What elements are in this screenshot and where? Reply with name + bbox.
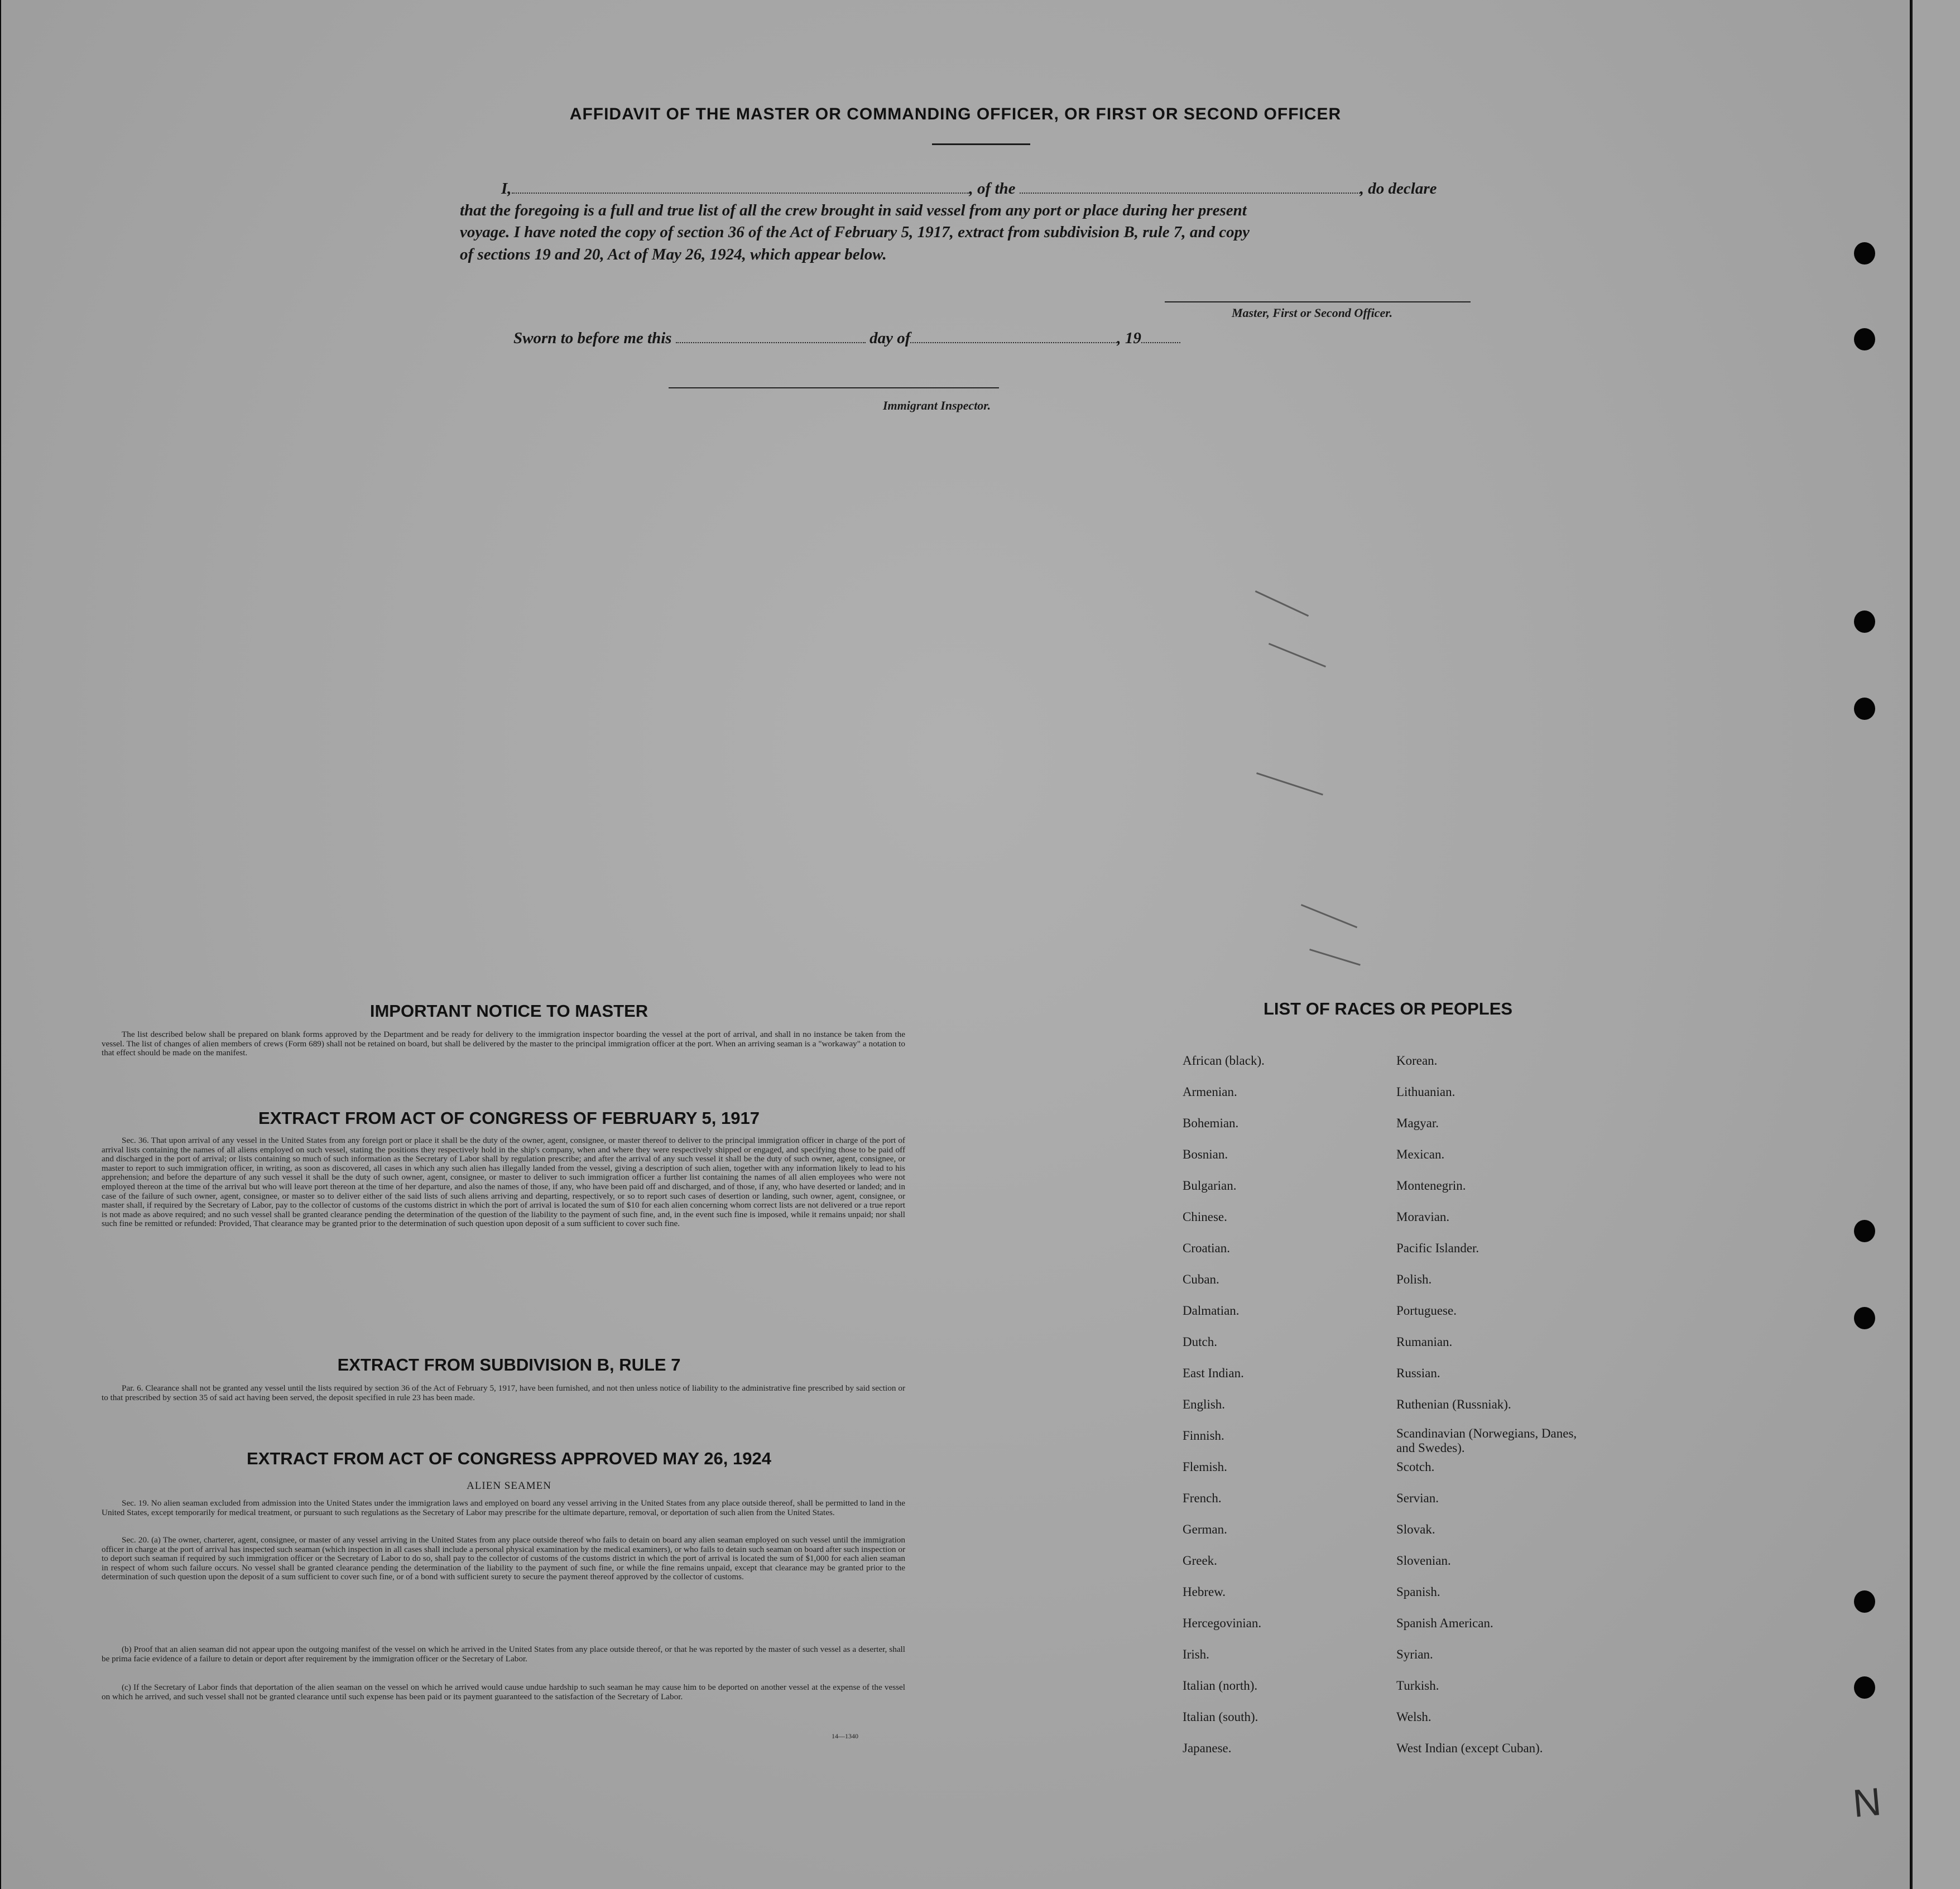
race-right-item: Spanish American. xyxy=(1396,1616,1493,1630)
race-left-item: Finnish. xyxy=(1183,1429,1224,1443)
vessel-name-blank[interactable] xyxy=(1020,193,1360,194)
race-left-item: German. xyxy=(1183,1522,1227,1536)
affidavit-title: AFFIDAVIT OF THE MASTER OR COMMANDING OFFICER, OR FIRST OR SECOND OFFICER xyxy=(569,105,1342,123)
affidavit-line-4: of sections 19 and 20, Act of May 26, 1924, which appear below. xyxy=(460,246,887,263)
race-right-item: Turkish. xyxy=(1396,1679,1439,1693)
race-left-item: Flemish. xyxy=(1183,1460,1227,1474)
alien-seamen-subtitle: ALIEN SEAMEN xyxy=(467,1480,551,1492)
extract-1917-body: Sec. 36. That upon arrival of any vessel in the United States from any foreign port or place it shall be the duty of the owner, agent, consignee, or master thereof to deliver to the principal immigration officer in charge of the port of arrival lists containing the names of all aliens employed on such vessel, stating the positions they respectively hold in the ship's company, when and where they were respectively shipped or engaged, and specifying those to be paid off and discharged in the port of arrival; or lists containing so much of such information as the Secretary of Labor shall by regulation prescribe; and after the arrival of any such vessel it shall be the duty of such owner, agent, consignee, or master to report to such immigration officer, in writing, as soon as discovered, all cases in which any such alien has illegally landed from the vessel, giving a description of such alien, together with any information likely to lead to his apprehension; and before the departure of any such vessel it shall be the duty of such owner, agent, consignee, or master to deliver to such immigration officer a further list containing the names of all alien employees who were not employed thereon at the time of the arrival but who will leave port thereon at the time of her departure, and also the names of those, if any, who have been paid off and discharged, and of those, if any, who have deserted or landed; and in case of the failure of such owner, agent, consignee, or master so to deliver either of the said lists of such aliens arriving and departing, respectively, or so to report such cases of desertion or landing, such owner, agent, consignee, or master shall, if required by the Secretary of Labor, pay to the collector of customs of the customs district in which the port of arrival is located the sum of $10 for each alien concerning whom correct lists are not delivered or a true report is not made as above required; and no such vessel shall be granted clearance pending the determination of the question of the liability to the payment of such fine, and, in the event such fine is imposed, while it remains unpaid; nor shall such fine be remitted or refunded: Provided, That clearance may be granted prior to the determination of such question upon deposit of a sum sufficient to cover such fine. xyxy=(102,1136,905,1229)
affidavit-line-3: voyage. I have noted the copy of section 36 of the Act of February 5, 1917, extract from subdivision B, rule 7, and copy xyxy=(460,223,1250,241)
binder-hole xyxy=(1854,1590,1875,1613)
binder-hole xyxy=(1854,1220,1875,1242)
race-right-item: Lithuanian. xyxy=(1396,1085,1455,1099)
scan-scuff xyxy=(1309,949,1361,966)
master-name-blank[interactable] xyxy=(512,193,969,194)
binder-hole xyxy=(1854,611,1875,633)
sec19-body: Sec. 19. No alien seaman excluded from admission into the United States under the immigration laws and employed on board any vessel arriving in the United States from any place outside thereof, shall be permitted to land in the United States, except temporarily for medical treatment, or pursuant to such regulations as the Secretary of Labor may prescribe for the ultimate departure, removal, or deportation of such alien from the United States. xyxy=(102,1498,905,1517)
race-left-item: Hebrew. xyxy=(1183,1585,1226,1599)
sec20a-body: Sec. 20. (a) The owner, charterer, agent, consignee, or master of any vessel arriving in the United States from any place outside thereof who fails to detain on board any alien seaman employed on such vessel until the immigration officer in charge at the port of arrival has inspected such seaman (which inspection in all cases shall include a personal physical examination by the medical examiners), or who fails to detain such seaman on board after such inspection or to deport such seaman if required by such immigration officer or the Secretary of Labor to do so, shall pay to the collector of customs of the customs district in which the port of arrival is located the sum of $1,000 for each alien seaman in respect of whom such failure occurs. No vessel shall be granted clearance pending the determination of the liability to the payment of such fine, or while the fine remains unpaid, except that clearance may be granted prior to the determination of such question upon the deposit of a sum sufficient to cover such fine, or of a bond with sufficient surety to secure the payment thereof approved by the collector of customs. xyxy=(102,1535,905,1582)
race-right-item: Mexican. xyxy=(1396,1147,1445,1161)
race-left-item: Chinese. xyxy=(1183,1210,1227,1224)
race-right-item: Slovenian. xyxy=(1396,1554,1451,1568)
race-left-item: English. xyxy=(1183,1397,1226,1411)
race-right-item: Scotch. xyxy=(1396,1460,1435,1474)
race-left-item: Irish. xyxy=(1183,1647,1209,1661)
race-left-item: East Indian. xyxy=(1183,1366,1244,1380)
sworn-text: Sworn to before me this xyxy=(513,329,672,347)
race-right-item: Slovak. xyxy=(1396,1522,1435,1536)
race-right-item: Ruthenian (Russniak). xyxy=(1396,1397,1511,1411)
race-left-item: Japanese. xyxy=(1183,1741,1232,1755)
extract-1924-title: EXTRACT FROM ACT OF CONGRESS APPROVED MAY 26, 1924 xyxy=(247,1449,771,1468)
scan-scuff xyxy=(1301,904,1357,928)
race-left-item: Croatian. xyxy=(1183,1241,1230,1255)
race-right-item: Welsh. xyxy=(1396,1710,1431,1724)
binder-hole xyxy=(1854,328,1875,350)
sec20c-body: (c) If the Secretary of Labor finds that deportation of the alien seaman on the vessel on which he arrived would cause undue hardship to such seaman he may cause him to be deported on another vessel at the expense of the vessel on which he arrived, and such vessel shall not be granted clearance until such expense has been paid or its payment guaranteed to the satisfaction of the Secretary of Labor. xyxy=(102,1683,905,1701)
sworn-day-blank[interactable] xyxy=(676,342,866,343)
race-left-item: Italian (north). xyxy=(1183,1679,1258,1693)
race-left-item: Dalmatian. xyxy=(1183,1304,1240,1318)
rule7-title: EXTRACT FROM SUBDIVISION B, RULE 7 xyxy=(337,1355,681,1374)
race-right-item: Syrian. xyxy=(1396,1647,1433,1661)
race-left-item: Italian (south). xyxy=(1183,1710,1258,1724)
document-page xyxy=(1,0,1910,1889)
race-right-item: Portuguese. xyxy=(1396,1304,1457,1318)
race-left-item: French. xyxy=(1183,1491,1222,1505)
affidavit-do-declare: , do declare xyxy=(1359,180,1437,198)
officer-signature-line[interactable] xyxy=(1165,301,1471,302)
race-left-item: Greek. xyxy=(1183,1554,1217,1568)
scan-scuff xyxy=(1269,643,1326,667)
race-right-item: West Indian (except Cuban). xyxy=(1396,1741,1543,1755)
race-right-item: Polish. xyxy=(1396,1272,1432,1286)
sworn-line xyxy=(513,329,1180,348)
race-left-item: Armenian. xyxy=(1183,1085,1237,1099)
day-of-text: day of xyxy=(869,329,911,347)
race-right-item: Magyar. xyxy=(1396,1116,1439,1130)
sec20b-body: (b) Proof that an alien seaman did not appear upon the outgoing manifest of the vessel on which he arrived in the United States from any place outside thereof, or that he was reported by the master of such vessel as a deserter, shall be prima facie evidence of a failure to detain or deport after requirement by the immigration officer or the Secretary of Labor. xyxy=(102,1645,905,1664)
race-right-item: Spanish. xyxy=(1396,1585,1440,1599)
affidavit-line-2: that the foregoing is a full and true list of all the crew brought in said vessel from any port or place during her present xyxy=(460,201,1247,219)
race-left-item: Bosnian. xyxy=(1183,1147,1228,1161)
officer-signature-caption: Master, First or Second Officer. xyxy=(1232,306,1393,320)
affidavit-of-the: , of the xyxy=(969,180,1016,198)
page-edge-strip xyxy=(1911,0,1960,1889)
race-right-item: Moravian. xyxy=(1396,1210,1450,1224)
sworn-month-blank[interactable] xyxy=(910,342,1117,343)
binder-hole xyxy=(1854,698,1875,720)
binder-hole xyxy=(1854,1307,1875,1329)
race-right-item: Korean. xyxy=(1396,1054,1438,1068)
notice-title: IMPORTANT NOTICE TO MASTER xyxy=(369,1001,648,1021)
sworn-year-blank[interactable] xyxy=(1141,342,1180,343)
race-left-item: Hercegovinian. xyxy=(1183,1616,1262,1630)
race-left-item: Cuban. xyxy=(1183,1272,1219,1286)
inspector-signature-line[interactable] xyxy=(669,387,999,388)
handwritten-mark: N xyxy=(1851,1779,1883,1826)
inspector-signature-caption: Immigrant Inspector. xyxy=(883,398,991,412)
rule7-body: Par. 6. Clearance shall not be granted any vessel until the lists required by section 36 of the Act of February 5, 1917, have been furnished, and not then unless notice of liability to the administrative fine prescribed by said section or to that prescribed by section 35 of said act having been served, the deposit specified in rule 23 has been made. xyxy=(102,1383,905,1402)
binder-hole xyxy=(1854,1676,1875,1699)
race-right-item: Servian. xyxy=(1396,1491,1439,1505)
scan-scuff xyxy=(1256,772,1323,795)
race-right-item: Montenegrin. xyxy=(1396,1179,1466,1193)
title-divider xyxy=(932,143,1030,145)
race-left-item: Dutch. xyxy=(1183,1335,1217,1349)
race-right-item: Pacific Islander. xyxy=(1396,1241,1479,1255)
race-right-item: Scandinavian (Norwegians, Danes, and Swedes). xyxy=(1396,1426,1577,1455)
binder-hole xyxy=(1854,242,1875,265)
scan-scuff xyxy=(1255,590,1309,617)
year-prefix: , 19 xyxy=(1117,329,1141,347)
notice-body: The list described below shall be prepared on blank forms approved by the Department and be ready for delivery to the immigration inspector boarding the vessel at the port of arrival, and shall in no instance be taken from the vessel. The list of changes of alien members of crews (Form 689) shall not be retained on board, but shall be delivered by the master to the principal immigration officer at the port. When an arriving seaman is a "workaway" a notation to that effect should be made on the manifest. xyxy=(102,1030,905,1058)
affidavit-line-1 xyxy=(501,180,1517,198)
race-left-item: Bohemian. xyxy=(1183,1116,1239,1130)
affidavit-i: I, xyxy=(501,180,512,198)
race-right-item: Russian. xyxy=(1396,1366,1440,1380)
race-left-item: African (black). xyxy=(1183,1054,1265,1068)
race-left-item: Bulgarian. xyxy=(1183,1179,1237,1193)
extract-1917-title: EXTRACT FROM ACT OF CONGRESS OF FEBRUARY 5, 1917 xyxy=(258,1108,760,1128)
race-right-item: Rumanian. xyxy=(1396,1335,1453,1349)
races-title: LIST OF RACES OR PEOPLES xyxy=(1263,999,1513,1018)
form-number: 14—1340 xyxy=(832,1732,858,1740)
